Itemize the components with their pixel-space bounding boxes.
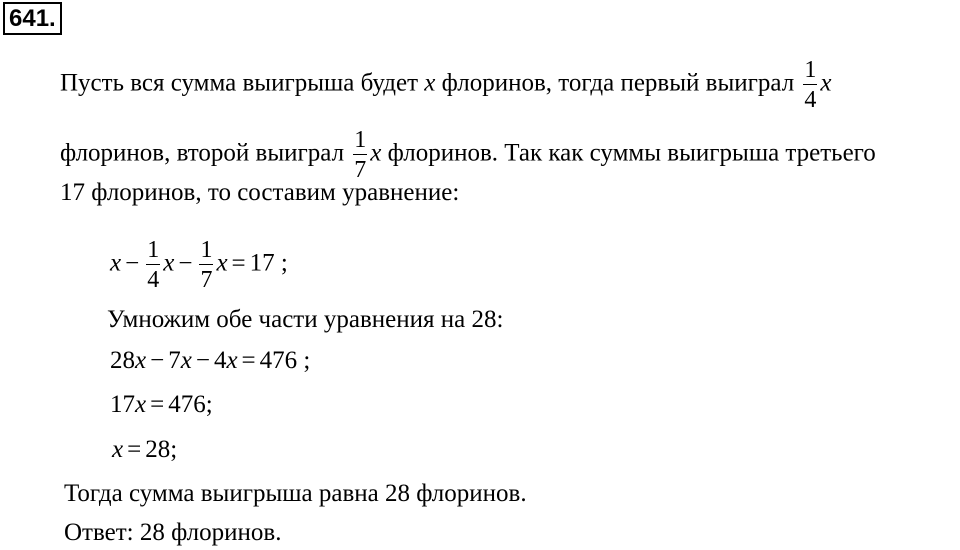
paragraph-line-3: 17 флоринов, то составим уравнение: <box>60 179 460 206</box>
paragraph-line-1 <box>60 58 832 112</box>
multiply-instruction: Умножим обе части уравнения на 28: <box>107 306 504 333</box>
fraction-one-quarter: $\frac{1}{4}$ <box>147 237 160 293</box>
equation-1: x − $\frac{1}{4}$ x − $\frac{1}{7}$ x = 17 ; <box>110 237 288 293</box>
equation-2: 28x − 7x − 4x = 476 ; <box>110 347 311 374</box>
variable-x: x <box>424 69 436 97</box>
equation-3: 17x = 476; <box>110 391 213 418</box>
fraction-one-quarter: $\frac{1}{4}$ <box>804 57 817 113</box>
fraction-one-seventh: $\frac{1}{7}$ <box>354 127 367 183</box>
paragraph-text: Пусть вся сумма выигрыша будет <box>60 69 425 97</box>
variable-x: x <box>370 139 382 167</box>
conclusion-text: Тогда сумма выигрыша равна 28 флоринов. <box>64 480 527 507</box>
problem-number: 641. <box>3 2 62 35</box>
fraction-one-seventh: $\frac{1}{7}$ <box>200 237 213 293</box>
variable-x: x <box>820 69 832 97</box>
paragraph-line-2 <box>60 128 876 182</box>
paragraph-text: флоринов, тогда первый выиграл <box>435 69 795 97</box>
answer-text: Ответ: 28 флоринов. <box>64 519 282 546</box>
paragraph-text: флоринов, второй выиграл <box>60 139 345 167</box>
equation-4: x = 28; <box>112 436 178 463</box>
paragraph-text: флоринов. Так как суммы выигрыша третьего <box>381 139 876 167</box>
